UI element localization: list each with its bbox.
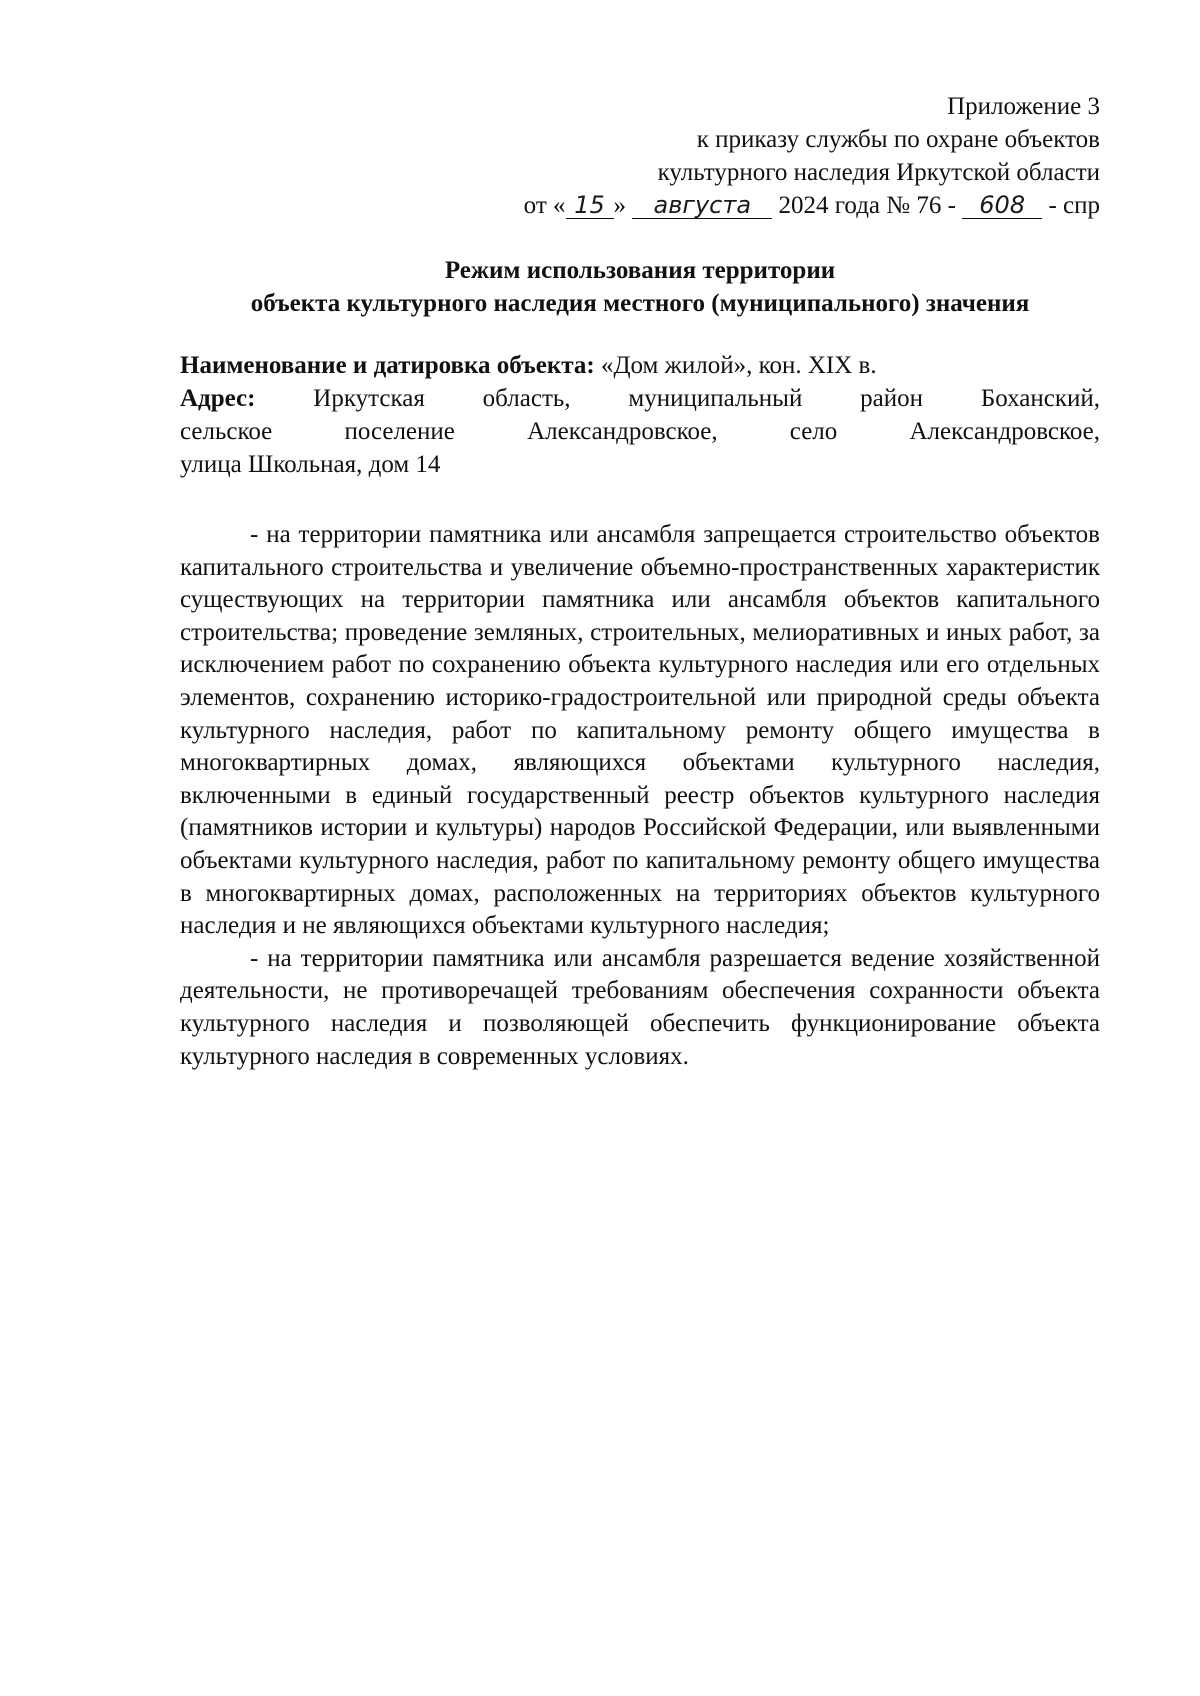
object-name-label: Наименование и датировка объекта: — [180, 352, 595, 379]
title-line-2: объекта культурного наследия местного (муниципального) значения — [250, 290, 1030, 317]
object-info — [180, 349, 1100, 481]
appendix-number: Приложение 3 — [947, 93, 1100, 120]
appendix-agency: культурного наследия Иркутской области — [657, 159, 1100, 186]
object-address-row — [180, 382, 1100, 481]
address-line-1: Иркутская область, муниципальный район Боханский, — [313, 385, 1101, 412]
address-line-3: улица Школьная, дом 14 — [180, 451, 441, 478]
appendix-order-ref: к приказу службы по охране объектов — [696, 126, 1100, 153]
appendix-header — [524, 90, 1100, 222]
handwritten-order-number: 608 — [962, 192, 1042, 219]
date-prefix: от « — [523, 192, 566, 219]
object-name-value: «Дом жилой», кон. XIX в. — [600, 352, 877, 379]
body-paragraph-1: - на территории памятника или ансамбля запрещается строительство объектов капитального строительства и увеличение объемно-пространственных характеристик существующих на территории памятника или ансамбля объектов капитального строительства; проведение земляных, строительных, мелиоративных и иных работ, за исключением работ по сохранению объекта культурного наследия или его отдельных элементов, сохранению историко-градостроительной или природной среды объекта культурного наследия, работ по капитальному ремонту общего имущества в многоквартирных домах, являющихся объектами культурного наследия, включенными в единый государственный реестр объектов культурного наследия (памятников истории и культуры) народов Российской Федерации, или выявленными объектами культурного наследия, работ по капитальному ремонту общего имущества в многоквартирных домах, расположенных на территориях объектов культурного наследия и не являющихся объектами культурного наследия; — [180, 521, 1100, 940]
title-line-1: Режим использования территории — [444, 257, 836, 284]
appendix-date-line — [524, 189, 1100, 222]
document-title — [180, 254, 1100, 320]
address-line-1-wrap — [180, 382, 1100, 415]
handwritten-day: 15 — [566, 192, 614, 219]
date-mid: » — [613, 192, 627, 219]
date-year-text: 2024 года № 76 - — [778, 192, 956, 219]
address-label: Адрес: — [180, 385, 256, 412]
order-suffix: - спр — [1048, 192, 1100, 219]
body-paragraph-2: - на территории памятника или ансамбля разрешается ведение хозяйственной деятельности, не противоречащей требованиям обеспечения сохранности объекта культурного наследия и позволяющей обеспечить функционирование объекта культурного наследия в современных условиях. — [180, 944, 1100, 1070]
address-line-2: сельское поселение Александровское, село Александровское, — [180, 418, 1100, 445]
document-body — [180, 519, 1100, 1073]
handwritten-month: августа — [632, 192, 772, 219]
object-name-row — [180, 349, 1100, 382]
